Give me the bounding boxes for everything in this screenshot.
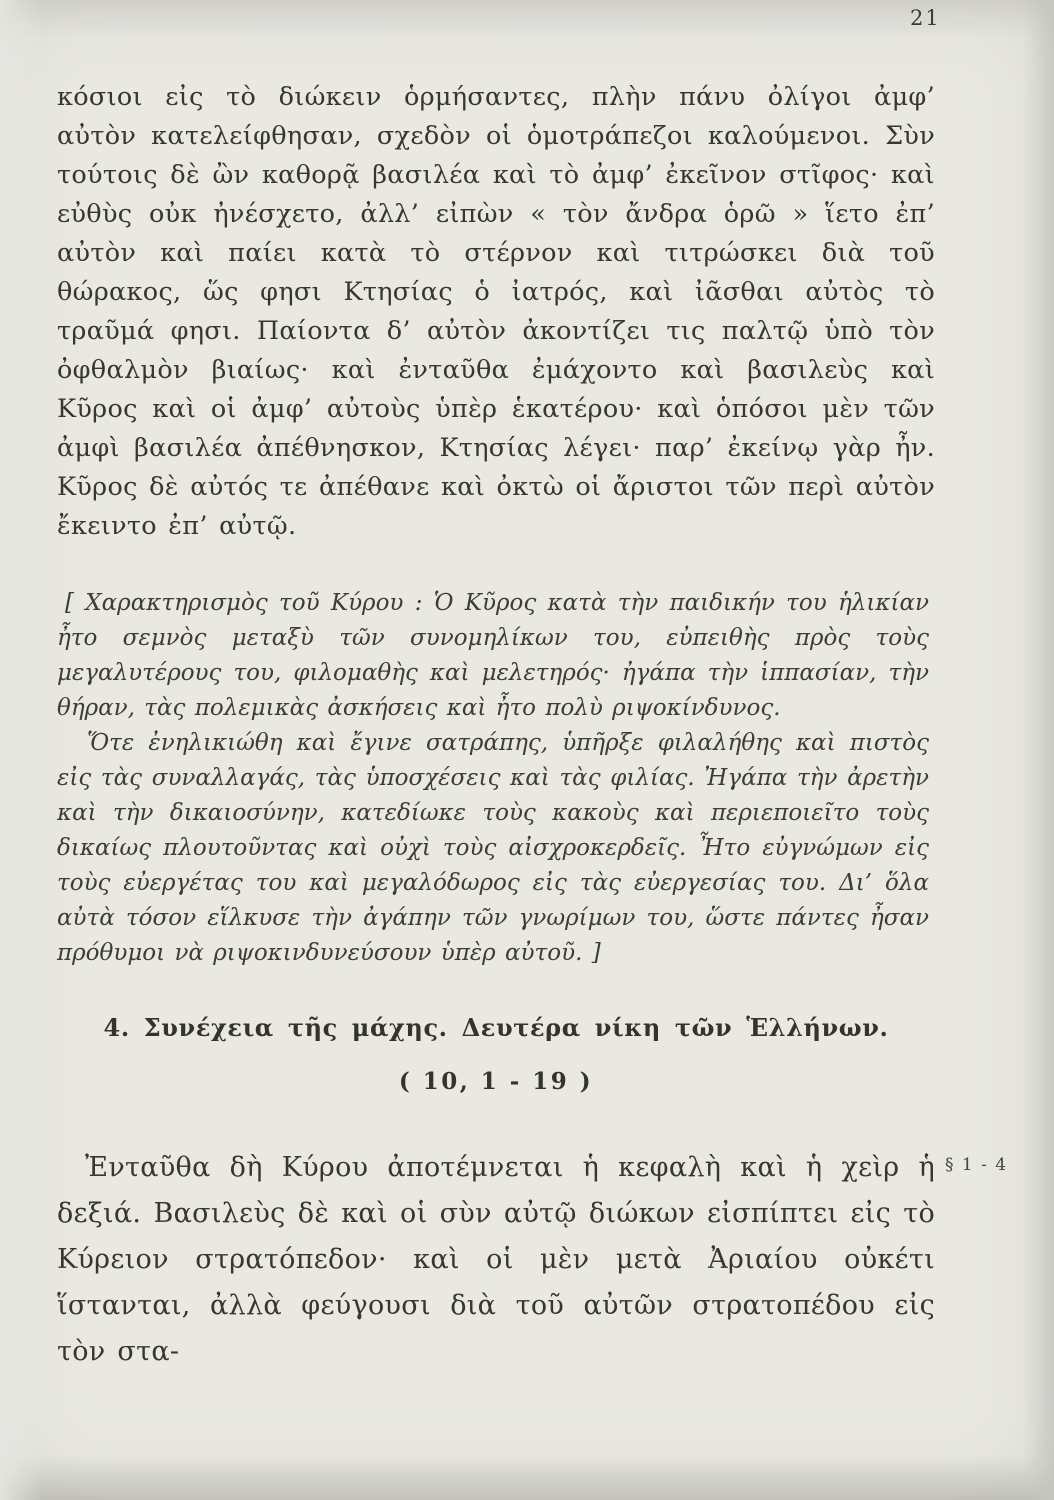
commentary-block: [57, 586, 935, 971]
main-greek-paragraph: κόσιοι εἰς τὸ διώκειν ὁρμήσαντες, πλὴν πάνυ ὀλίγοι ἀμφ’ αὐτὸν κατελείφθησαν, σχεδὸν οἱ ὁμοτράπεζοι καλούμενοι. Σὺν τούτοις δὲ ὢν καθορᾷ βασιλέα καὶ τὸ ἀμφ’ ἐκεῖνον στῖφος· καὶ εὐθὺς οὐκ ἠνέσχετο, ἀλλ’ εἰπὼν « τὸν ἄνδρα ὁρῶ » ἵετο ἐπ’ αὐτὸν καὶ παίει κατὰ τὸ στέρνον καὶ τιτρώσκει διὰ τοῦ θώρακος, ὥς φησι Κτησίας ὁ ἰατρός, καὶ ἰᾶσθαι αὐτὸς τὸ τραῦμά φησι. Παίοντα δ’ αὐτὸν ἀκοντίζει τις παλτῷ ὑπὸ τὸν ὀφθαλμὸν βιαίως· καὶ ἐνταῦθα ἐμάχοντο καὶ βασιλεὺς καὶ Κῦρος καὶ οἱ ἀμφ’ αὐτοὺς ὑπὲρ ἑκατέρου· καὶ ὁπόσοι μὲν τῶν ἀμφὶ βασιλέα ἀπέθνησκον, Κτησίας λέγει· παρ’ ἐκείνῳ γὰρ ἦν. Κῦρος δὲ αὐτός τε ἀπέθανε καὶ ὀκτὼ οἱ ἄριστοι τῶν περὶ αὐτὸν ἔκειντο ἐπ’ αὐτῷ.: [57, 82, 935, 541]
page-number: 21: [910, 6, 941, 30]
section-reference: ( 10, 1 - 19 ): [398, 1068, 594, 1095]
section-heading: 4. Συνέχεια τῆς μάχης. Δευτέρα νίκη τῶν Ἑλλήνων.: [103, 1013, 889, 1042]
margin-section-note: § 1 - 4: [945, 1155, 1008, 1175]
commentary-paragraph-2: Ὅτε ἐνηλικιώθη καὶ ἔγινε σατράπης, ὑπῆρξε φιλαλήθης καὶ πιστὸς εἰς τὰς συναλλαγάς, τὰς ὑποσχέσεις καὶ τὰς φιλίας. Ἠγάπα τὴν ἀρετὴν καὶ τὴν δικαιοσύνην, κατεδίωκε τοὺς κακοὺς καὶ περιεποιεῖτο τοὺς δικαίως πλουτοῦντας καὶ οὐχὶ τοὺς αἰσχροκερδεῖς. Ἦτο εὐγνώμων εἰς τοὺς εὐεργέτας του καὶ μεγαλόδωρος εἰς τὰς εὐεργεσίας του. Δι’ ὅλα αὐτὰ τόσον εἵλκυσε τὴν ἀγάπην τῶν γνωρίμων του, ὥστε πάντες ἦσαν πρόθυμοι νὰ ριψοκινδυνεύσουν ὑπὲρ αὐτοῦ. ]: [57, 730, 929, 966]
text-block: [57, 78, 1008, 1375]
final-paragraph-wrap: [57, 1145, 1008, 1375]
commentary-paragraph-1: [ Χαρακτηρισμὸς τοῦ Κύρου : Ὁ Κῦρος κατὰ τὴν παιδικήν του ἡλικίαν ἦτο σεμνὸς μεταξὺ τῶν συνομηλίκων του, εὐπειθὴς πρὸς τοὺς μεγαλυτέρους του, φιλομαθὴς καὶ μελετηρός· ἠγάπα τὴν ἱππασίαν, τὴν θήραν, τὰς πολεμικὰς ἀσκήσεις καὶ ἦτο πολὺ ριψοκίνδυνος.: [57, 590, 929, 721]
final-greek-paragraph: Ἐνταῦθα δὴ Κύρου ἀποτέμνεται ἡ κεφαλὴ καὶ ἡ χεὶρ ἡ δεξιά. Βασιλεὺς δὲ καὶ οἱ σὺν αὐτῷ διώκων εἰσπίπτει εἰς τὸ Κύρειον στρατόπεδον· καὶ οἱ μὲν μετὰ Ἀριαίου οὐκέτι ἵστανται, ἀλλὰ φεύγουσι διὰ τοῦ αὐτῶν στρατοπέδου εἰς τὸν στα-: [57, 1152, 935, 1367]
